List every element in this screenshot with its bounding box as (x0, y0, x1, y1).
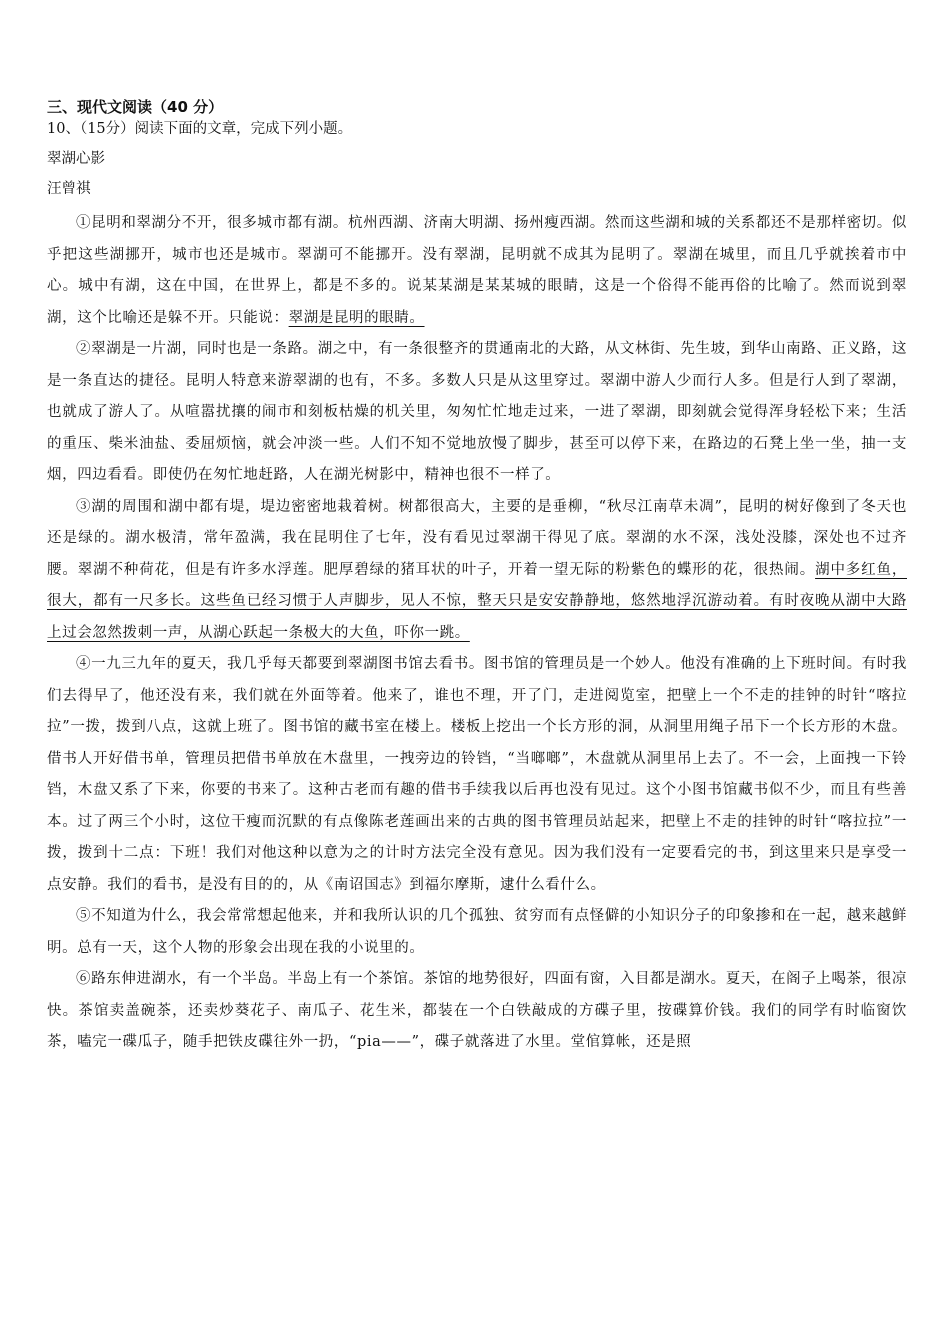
paragraph-text: ⑥路东伸进湖水，有一个半岛。半岛上有一个茶馆。茶馆的地势很好，四面有窗，入目都是湖水。夏天，在阁子上喝茶，很凉快。茶馆卖盖碗茶，还卖炒葵花子、南瓜子、花生米，都装在一个白铁敲成的方碟子里，按碟算价钱。我们的同学有时临窗饮茶，嗑完一碟瓜子，随手把铁皮碟往外一扔，“pia——”，碟子就落进了水里。堂倌算帐，还是照 (47, 971, 907, 1050)
question-prompt: 10、（15分）阅读下面的文章，完成下列小题。 (47, 121, 353, 137)
paragraph-text: ②翠湖是一片湖，同时也是一条路。湖之中，有一条很整齐的贯通南北的大路，从文林街、先生坡，到华山南路、正义路，这是一条直达的捷径。昆明人特意来游翠湖的也有，不多。多数人只是从这里穿过。翠湖中游人少而行人多。但是行人到了翠湖，也就成了游人了。从喧嚣扰攘的闹市和刻板枯燥的机关里，匆匆忙忙地走过来，一进了翠湖，即刻就会觉得浑身轻松下来；生活的重压、柴米油盐、委屈烦恼，就会冲淡一些。人们不知不觉地放慢了脚步，甚至可以停下来，在路边的石凳上坐一坐，抽一支烟，四边看看。即使仍在匆忙地赶路，人在湖光树影中，精神也很不一样了。 (47, 341, 907, 483)
paragraph-text: ③湖的周围和湖中都有堤，堤边密密地栽着树。树都很高大，主要的是垂柳，“秋尽江南草未凋”，昆明的树好像到了冬天也还是绿的。湖水极清，常年盈满，我在昆明住了七年，没有看见过翠湖干得见了底。翠湖的水不深，浅处没膝，深处也不过齐腰。翠湖不种荷花，但是有许多水浮莲。肥厚碧绿的猪耳状的叶子，开着一望无际的粉紫色的蝶形的花，很热闹。 (47, 498, 907, 578)
paragraph-4 (47, 649, 907, 901)
paragraph-text: ④一九三九年的夏天，我几乎每天都要到翠湖图书馆去看书。图书馆的管理员是一个妙人。他没有准确的上下班时间。有时我们去得早了，他还没有来，我们就在外面等着。他来了，谁也不理，开了门，走进阅览室，把壁上一个不走的挂钟的时针“喀拉拉”一拨，拨到八点，这就上班了。图书馆的藏书室在楼上。楼板上挖出一个长方形的洞，从洞里用绳子吊下一个长方形的木盘。借书人开好借书单，管理员把借书单放在木盘里，一拽旁边的铃铛，“当啷啷”，木盘就从洞里吊上去了。不一会，上面拽一下铃铛，木盘又系了下来，你要的书来了。这种古老而有趣的借书手续我以后再也没有见过。这个小图书馆藏书似不少，而且有些善本。过了两三个小时，这位干瘦而沉默的有点像陈老莲画出来的古典的图书管理员站起来，把壁上不走的挂钟的时针“喀拉拉”一拨，拨到十二点：下班！我们对他这种以意为之的计时方法完全没有意见。因为我们没有一定要看完的书，到这里来只是享受一点安静。我们的看书，是没有目的的，从《南诏国志》到福尔摩斯，逮什么看什么。 (47, 656, 907, 893)
paragraph-text: ①昆明和翠湖分不开，很多城市都有湖。杭州西湖、济南大明湖、扬州瘦西湖。然而这些湖和城的关系都还不是那样密切。似乎把这些湖挪开，城市也还是城市。翠湖可不能挪开。没有翠湖，昆明就不成其为昆明了。翠湖在城里，而且几乎就挨着市中心。城中有湖，这在中国，在世界上，都是不多的。说某某湖是某某城的眼睛，这是一个俗得不能再俗的比喻了。然而说到翠湖，这个比喻还是躲不开。只能说： (47, 215, 907, 326)
article-title: 翠湖心影 (47, 151, 105, 167)
paragraph-1 (47, 208, 907, 334)
section-title: 三、现代文阅读（40 分） (47, 98, 224, 116)
underlined-sentence: 翠湖是昆明的眼睛。 (288, 309, 425, 326)
paragraph-2 (47, 334, 907, 492)
document-page (47, 96, 907, 1059)
paragraph-5 (47, 901, 907, 964)
paragraph-text: ⑤不知道为什么，我会常常想起他来，并和我所认识的几个孤独、贫穷而有点怪僻的小知识分子的印象掺和在一起，越来越鲜明。总有一天，这个人物的形象会出现在我的小说里的。 (47, 908, 907, 956)
underlined-passage: 湖中多红鱼，很大，都有一尺多长。这些鱼已经习惯于人声脚步，见人不惊，整天只是安安静静地，悠然地浮沉游动着。有时夜晚从湖中大路上过会忽然拨刺一声，从湖心跃起一条极大的大鱼，吓你一跳。 (47, 561, 907, 641)
paragraph-6 (47, 964, 907, 1059)
paragraph-3 (47, 492, 907, 650)
article-author: 汪曾祺 (47, 181, 91, 197)
